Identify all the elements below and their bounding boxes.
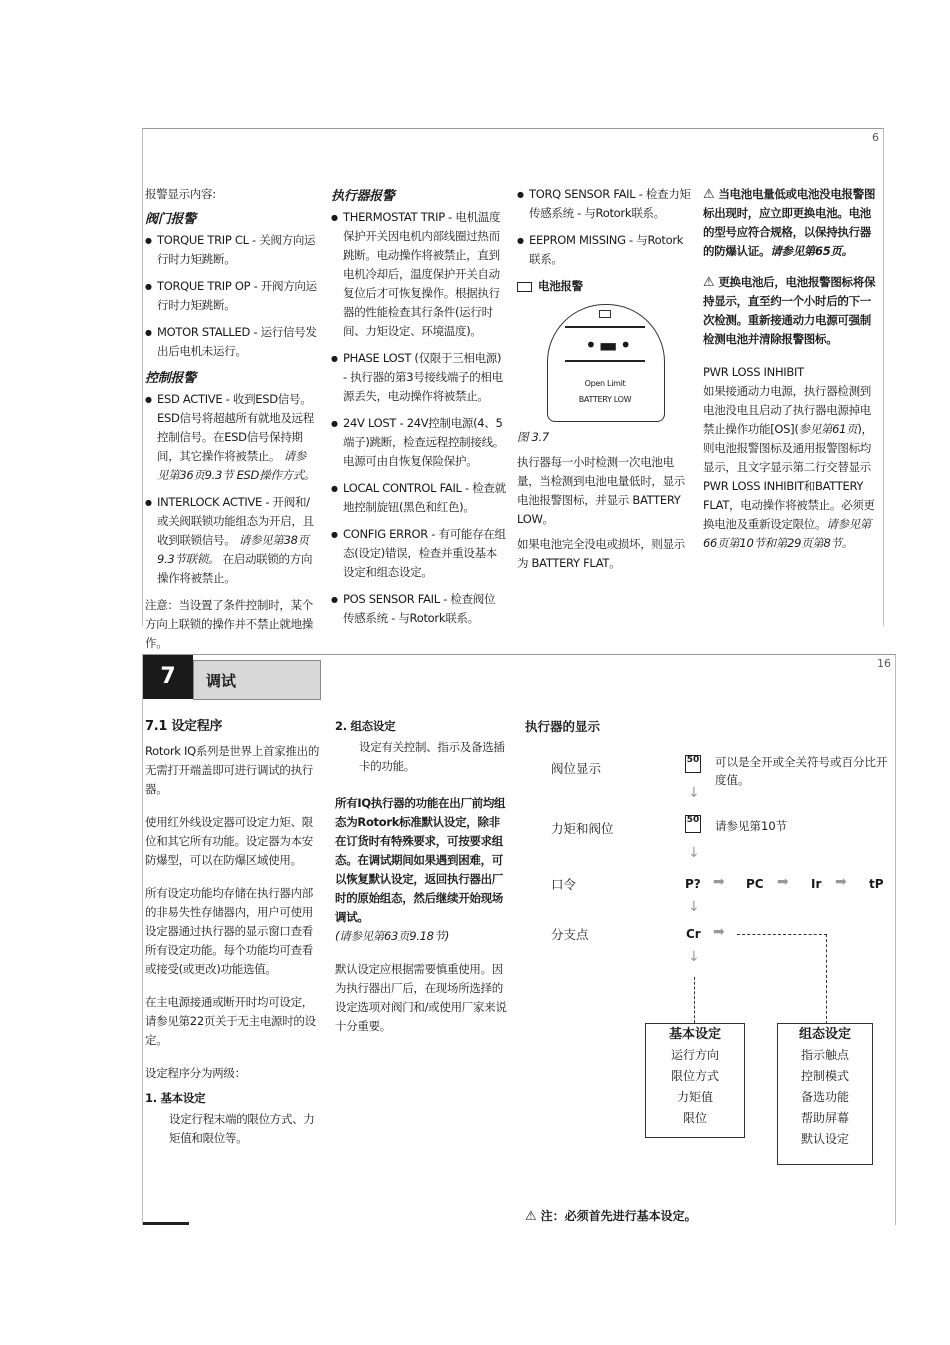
pwr-loss-ref: 参见第61页 [798,422,858,436]
display-heading: 执行器的显示 [525,719,601,734]
basic-settings-item: 力矩值 [676,1090,713,1104]
display-battery-low: BATTERY LOW [578,395,632,404]
interlock-note: 注意：当设置了条件控制时，某个方向上联锁的操作并不禁止就地操作。 [145,598,313,650]
actuator-alarm-item: ● LOCAL CONTROL FAIL - 检查就地控制旋钮(黑色和红色)。 [331,479,506,517]
alarm-column-2 [331,185,506,636]
alarm-column-4 [703,185,879,559]
code-tp: tP [869,877,884,891]
actuator-alarm-heading: 执行器报警 [331,189,395,204]
interlock-alarm-text: INTERLOCK ACTIVE - 开阀和/或关阀联锁功能组态为开启，且收到联锁信号。 [157,495,314,547]
esd-alarm-item [145,390,317,485]
setup-paragraph: 使用红外线设定器可设定力矩、限位和其它所有功能。设定器为本安防爆型，可以在防爆区域使用。 [145,815,313,867]
pwr-loss-heading: PWR LOSS INHIBIT [703,365,804,379]
branch-connector [826,934,827,1024]
manual-page-16 [142,654,896,1225]
chapter-title: 调试 [193,660,321,700]
battery-flat-text: 如果电池完全没电或损坏，则显示为 BATTERY FLAT。 [517,537,685,570]
pwr-loss-paragraph [703,382,879,553]
setup-paragraph: 设定程序分为两级： [145,1066,246,1080]
battery-alarm-heading [517,277,693,296]
actuator-alarm-item: ● 24V LOST - 24V控制电源(4、5端子)跳断，检查远程控制接线。电源可由自恢复保险保护。 [331,414,506,471]
config-settings-box-title: 组态设定 [798,1027,851,1042]
actuator-alarm-item: ● POS SENSOR FAIL - 检查阀位传感系统 - 与Rotork联系。 [331,590,506,628]
warning-icon: ⚠ [525,1209,537,1224]
config-settings-item: 备选功能 [800,1090,849,1104]
valve-alarm-heading: 阀门报警 [145,212,196,227]
battery-symbol-icon [599,310,611,318]
config-settings-item: 控制模式 [800,1069,849,1083]
setup-column-2 [335,717,511,1042]
actuator-alarm-item: ● EEPROM MISSING - 与Rotork联系。 [517,231,693,269]
valve-alarm-item: ● MOTOR STALLED - 运行信号发出后电机未运行。 [145,323,317,361]
display-open-limit: Open Limit [584,379,626,388]
right-arrow-icon: ➡ [713,924,725,940]
battery-icon-warning [703,273,879,349]
alarm-column-3 [517,185,693,579]
pwr-loss-ref-2: 请参见第66页第10节和第29页第8节。 [703,517,872,550]
setup-paragraph: 在主电源接通或断开时均可设定，请参见第22页关于无主电源时的设定。 [145,995,316,1047]
section-title: 7.1 设定程序 [145,719,223,734]
pwr-loss-text-2: )，则电池报警图标及通用报警图标均显示，且文字显示第二行交替显示PWR LOSS INHIBIT和BATTERY FLAT，电动操作将被禁止。必须更换电池及重新设定限位。 [703,422,875,531]
display-50-icon: 50 [685,815,701,833]
page-number: 16 [877,657,891,670]
esd-alarm-text: ESD ACTIVE - 收到ESD信号。ESD信号将超越所有就地及远程控制信号。在ESD信号保持期间，其它操作将被禁止。 [157,392,314,463]
branch-connector [694,977,695,1023]
alarm-intro: 报警显示内容: [145,187,216,201]
display-line [565,326,645,328]
default-settings-ref: (请参见第63页9.18节) [335,929,450,943]
down-arrow-icon: ↓ [688,899,700,915]
battery-icon-text: 更换电池后，电池报警图标将保持显示，直至约一个小时后的下一次检测。重新接通动力电源可强制检测电池并清除报警图标。 [703,275,876,346]
interlock-alarm-text-2: 在启动联锁的方向操作将被禁止。 [157,552,313,585]
control-alarm-heading: 控制报警 [145,371,196,386]
right-arrow-icon: ➡ [713,874,725,890]
flow-label: 口令 [551,877,577,892]
config-settings-item: 默认设定 [800,1132,849,1146]
down-arrow-icon: ↓ [688,785,700,801]
valve-alarm-item: ● TORQUE TRIP OP - 开阀方向运行时力矩跳断。 [145,277,317,315]
position-display-desc: 可以是全开或全关符号或百分比开度值。 [715,755,888,787]
actuator-alarm-item: ● THERMOSTAT TRIP - 电机温度保护开关因电机内部线圈过热而跳断。电动操作将被禁止，直到电机冷却后，温度保护开关自动复位后才可恢复操作。根据执行器的性能检查其行条件(运行时间、力矩设定、环境温度)。 [331,208,506,341]
basic-first-note [525,1207,697,1224]
display-line [565,360,645,362]
basic-settings-item: 限位方式 [670,1069,719,1083]
flow-label: 分支点 [551,927,589,942]
setup-column-1 [145,717,323,1154]
config-settings-text: 设定有关控制、指示及备选插卡的功能。 [359,740,505,773]
battery-replace-text: 当电池电量低或电池没电报警图标出现时，应立即更换电池。电池的型号应符合规格，以保持执行器的防爆认证。 [703,187,876,258]
down-arrow-icon: ↓ [688,845,700,861]
page-number: 6 [872,131,879,144]
config-settings-title: 2. 组态设定 [335,719,396,733]
branch-connector [737,934,827,935]
interlock-alarm-reference: 请参见第38页9.3节联锁。 [157,533,309,566]
basic-settings-box-title: 基本设定 [668,1027,721,1042]
default-settings-caution: 默认设定应根据需要慎重使用。因为执行器出厂后，在现场所选择的设定选项对阀门和/或使用厂家来说十分重要。 [335,962,507,1033]
valve-alarm-item: ● TORQUE TRIP CL - 关阀方向运行时力矩跳断。 [145,231,317,269]
actuator-alarm-item: ● PHASE LOST (仅限于三相电源) - 执行器的第3号接线端子的相电源丢失，电动操作将被禁止。 [331,349,506,406]
code-ir: Ir [811,877,822,891]
basic-settings-box [645,1023,745,1138]
battery-replace-warning [703,185,879,261]
pwr-loss-text: 如果接通动力电源，执行器检测到电池没电且启动了执行器电源掉电禁止操作功能[OS]( [703,384,871,436]
config-settings-item: 帮助屏幕 [800,1111,849,1125]
flow-label: 阀位显示 [551,761,602,776]
chapter-number: 7 [143,655,193,699]
display-50-icon: 50 [685,755,701,773]
display-dots-icon: •▬• [585,333,634,357]
basic-settings-item: 限位 [682,1111,707,1125]
warning-icon: ⚠ [703,275,715,290]
figure-caption: 图 3.7 [517,430,549,444]
actuator-alarm-item: ● CONFIG ERROR - 有可能存在组态(设定)错误，检查并重设基本设定和组态设定。 [331,525,506,582]
basic-settings-item: 运行方向 [670,1048,719,1062]
code-pc: PC [746,877,764,891]
right-arrow-icon: ➡ [777,874,789,890]
battery-icon [517,282,532,292]
basic-settings-text: 设定行程末端的限位方式、力矩值和限位等。 [169,1112,315,1145]
esd-alarm-reference: 请参见第36页9.3节 ESD操作方式。 [157,449,316,482]
battery-alarm-title: 电池报警 [538,279,583,293]
config-settings-box [777,1023,873,1165]
basic-first-note-text: 注：必须首先进行基本设定。 [540,1209,697,1223]
setup-paragraph: Rotork IQ系列是世界上首家推出的无需打开端盖即可进行调试的执行器。 [145,744,320,796]
warning-icon: ⚠ [703,187,715,202]
basic-settings-title: 1. 基本设定 [145,1091,206,1105]
code-password: P? [685,877,701,891]
actuator-alarm-item: ● TORQ SENSOR FAIL - 检查力矩传感系统 - 与Rotork联系。 [517,185,693,223]
setup-paragraph: 所有设定功能均存储在执行器内部的非易失性存储器内，用户可使用设定器通过执行器的显示窗口查看所有设定功能。每个功能均可查看或接受(或更改)功能选值。 [145,886,313,976]
battery-display-figure [547,304,665,424]
interlock-alarm-item [145,493,317,588]
down-arrow-icon: ↓ [688,949,700,965]
config-settings-item: 指示触点 [800,1048,849,1062]
battery-check-text: 执行器每一小时检测一次电池电量，当检测到电池电量低时，显示电池报警图标，并显示 BATTERY LOW。 [517,455,685,526]
code-cr: Cr [686,927,701,941]
alarm-column-1 [145,185,317,659]
torque-display-desc: 请参见第10节 [715,819,788,833]
battery-replace-ref: 请参见第65页。 [770,244,853,258]
default-settings-paragraph: 所有IQ执行器的功能在出厂前均组态为Rotork标准默认设定，除非在订货时有特殊要求，可按要求组态。在调试期间如果遇到困难，可以恢复默认设定，返回执行器出厂时的原始组态，然后继续开始现场调试。 [335,796,506,924]
right-arrow-icon: ➡ [835,874,847,890]
manual-page-6 [142,128,884,650]
flow-label: 力矩和阀位 [551,821,614,836]
page-footer-bar [143,1222,189,1225]
